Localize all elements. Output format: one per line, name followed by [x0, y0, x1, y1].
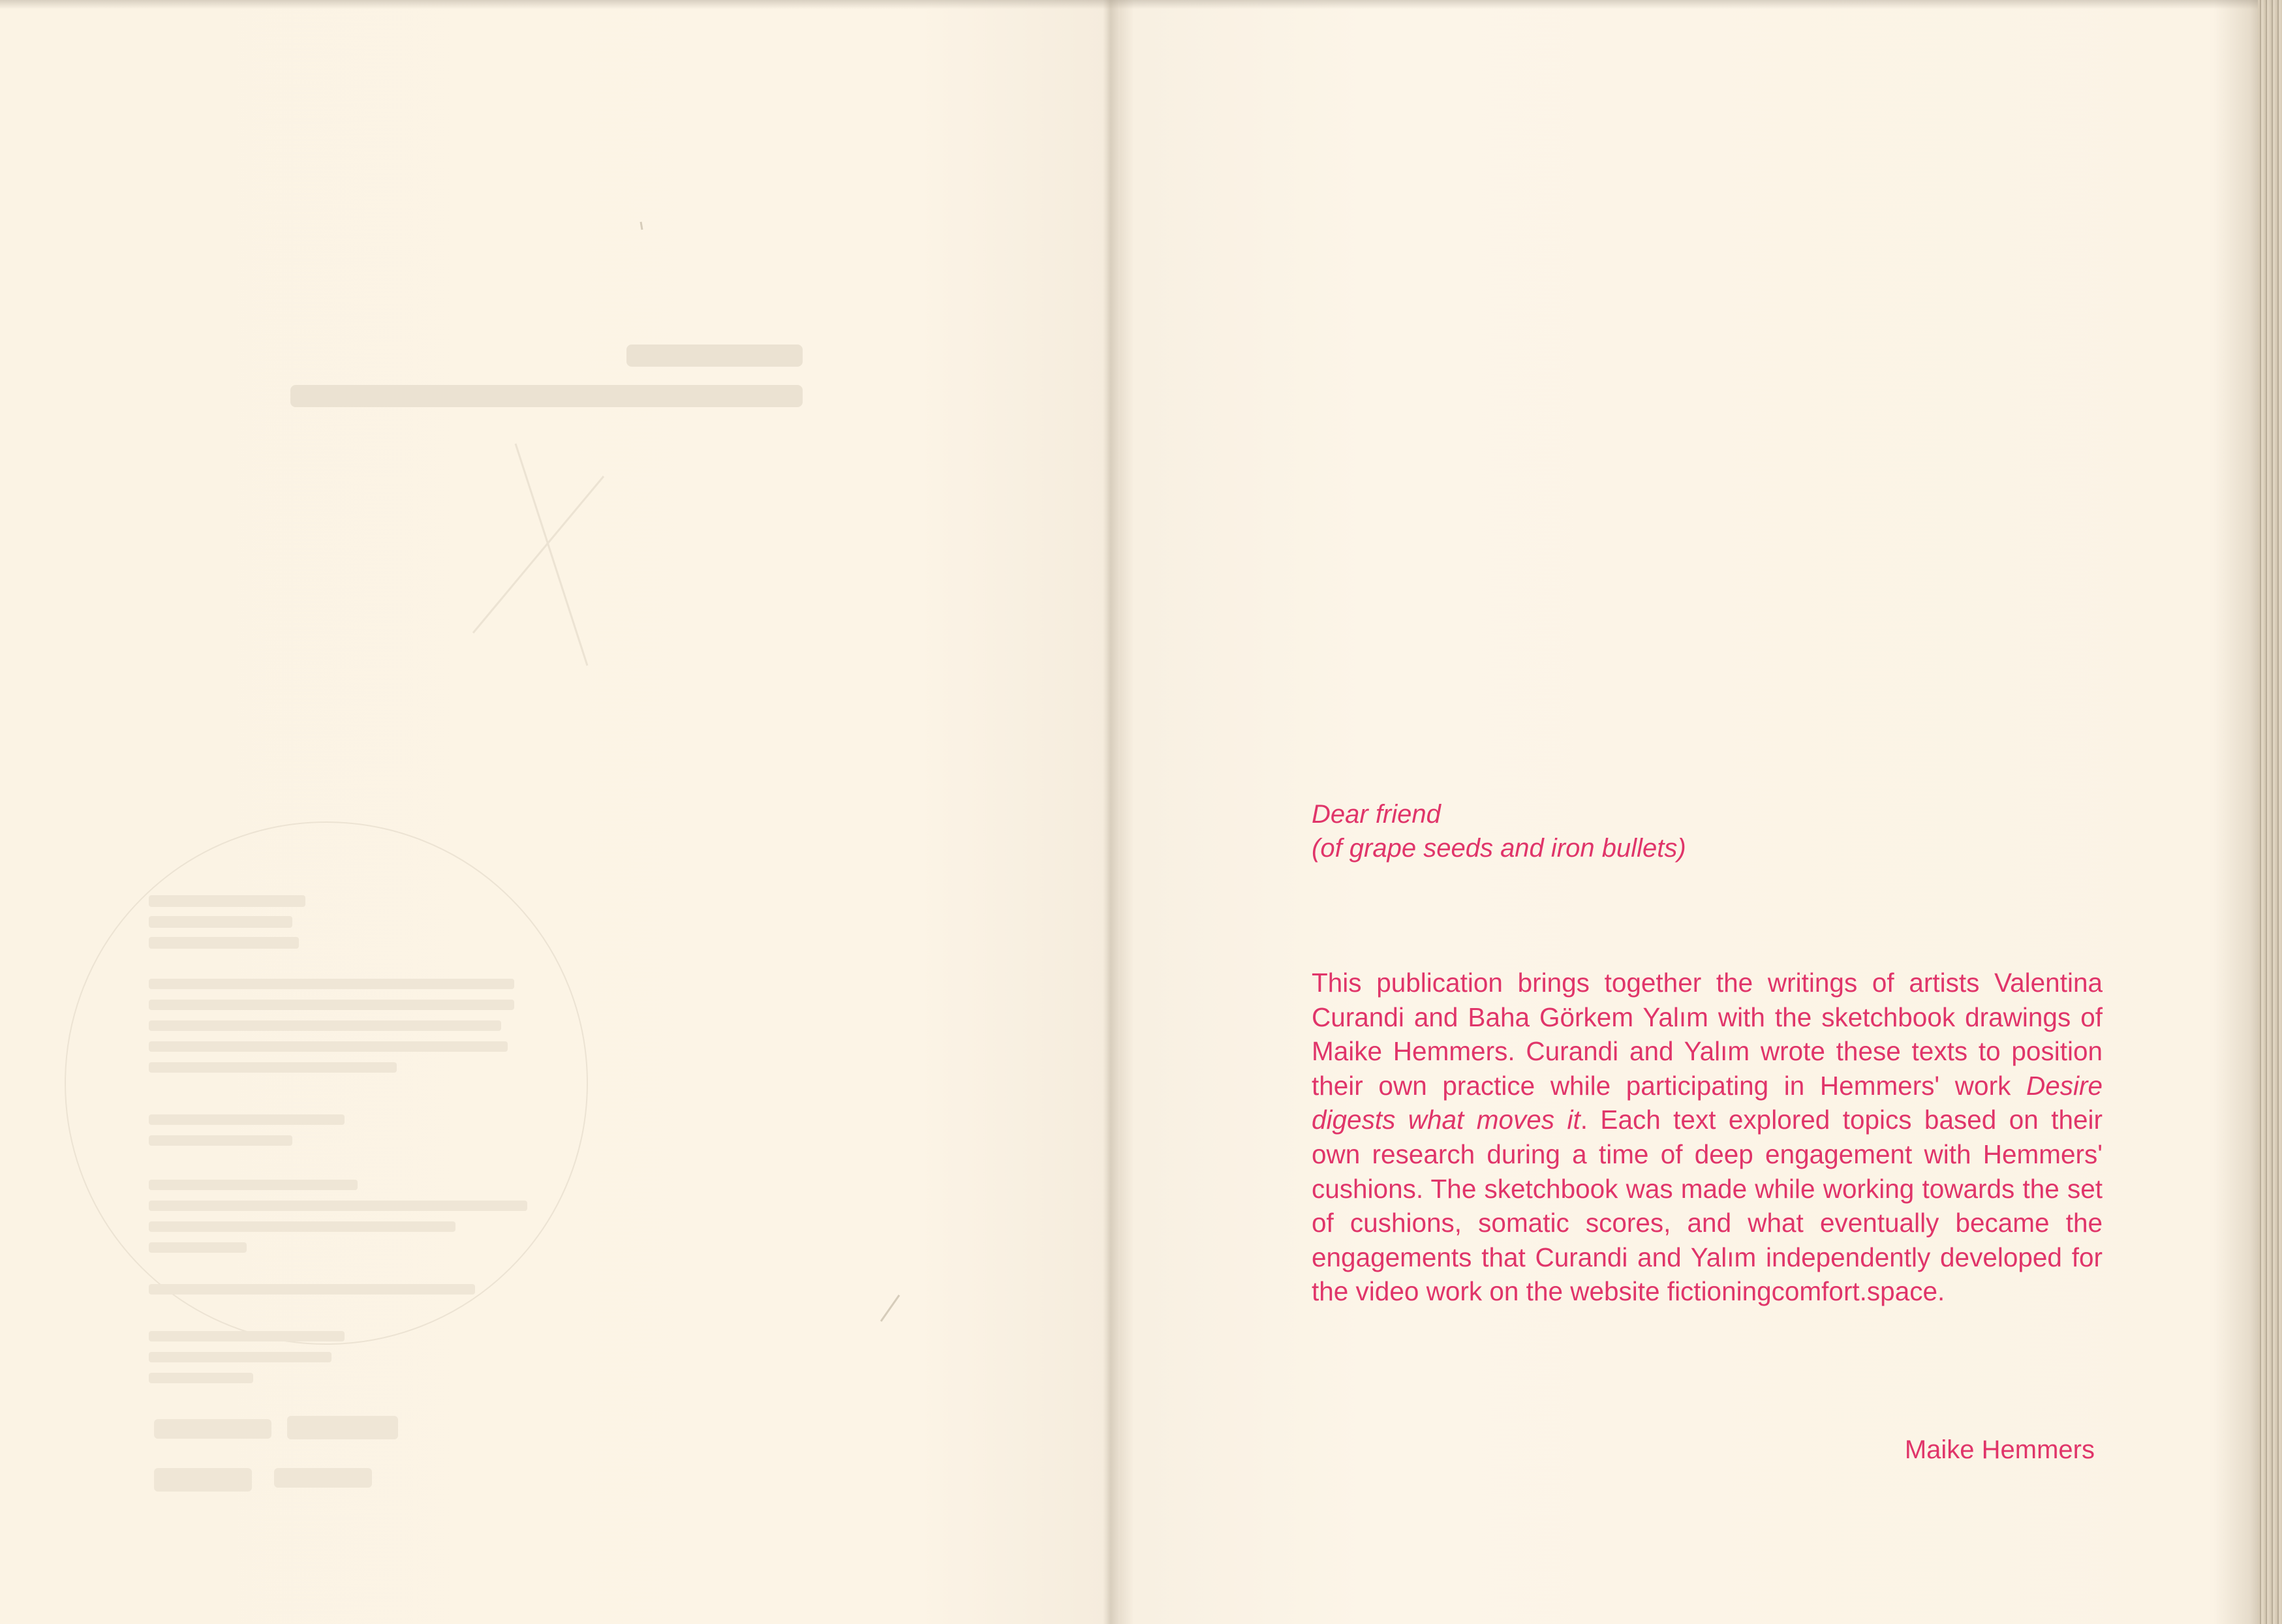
page-edges: [2258, 0, 2282, 1624]
intro-paragraph: [1312, 966, 2103, 1309]
author-signature: Maike Hemmers: [1904, 1435, 2095, 1464]
page-title: [1312, 797, 2095, 865]
title-line-2: (of grape seeds and iron bullets): [1312, 834, 1686, 863]
title-line-1: Dear friend: [1312, 800, 1441, 829]
work-title: Desire digests what moves it: [1312, 1070, 2103, 1135]
show-through-marks: [0, 0, 1109, 1624]
intro-text-part-2: . Each text explored topics based on their own research during a time of deep engagement with Hemmers' cushions. The sketchbook was made while working towards the set of cushions, somatic scores, and what eventually became the engagements that Curandi and Yalım independently developed for the video work on the website fictioningcomfort.space.: [1312, 1105, 2103, 1307]
intro-text-part-1: This publication brings together the writings of artists Valentina Curandi and Baha Görkem Yalım with the sketchbook drawings of Maike Hemmers. Curandi and Yalım wrote these texts to position their own practice while participating in Hemmers' work: [1312, 968, 2103, 1101]
